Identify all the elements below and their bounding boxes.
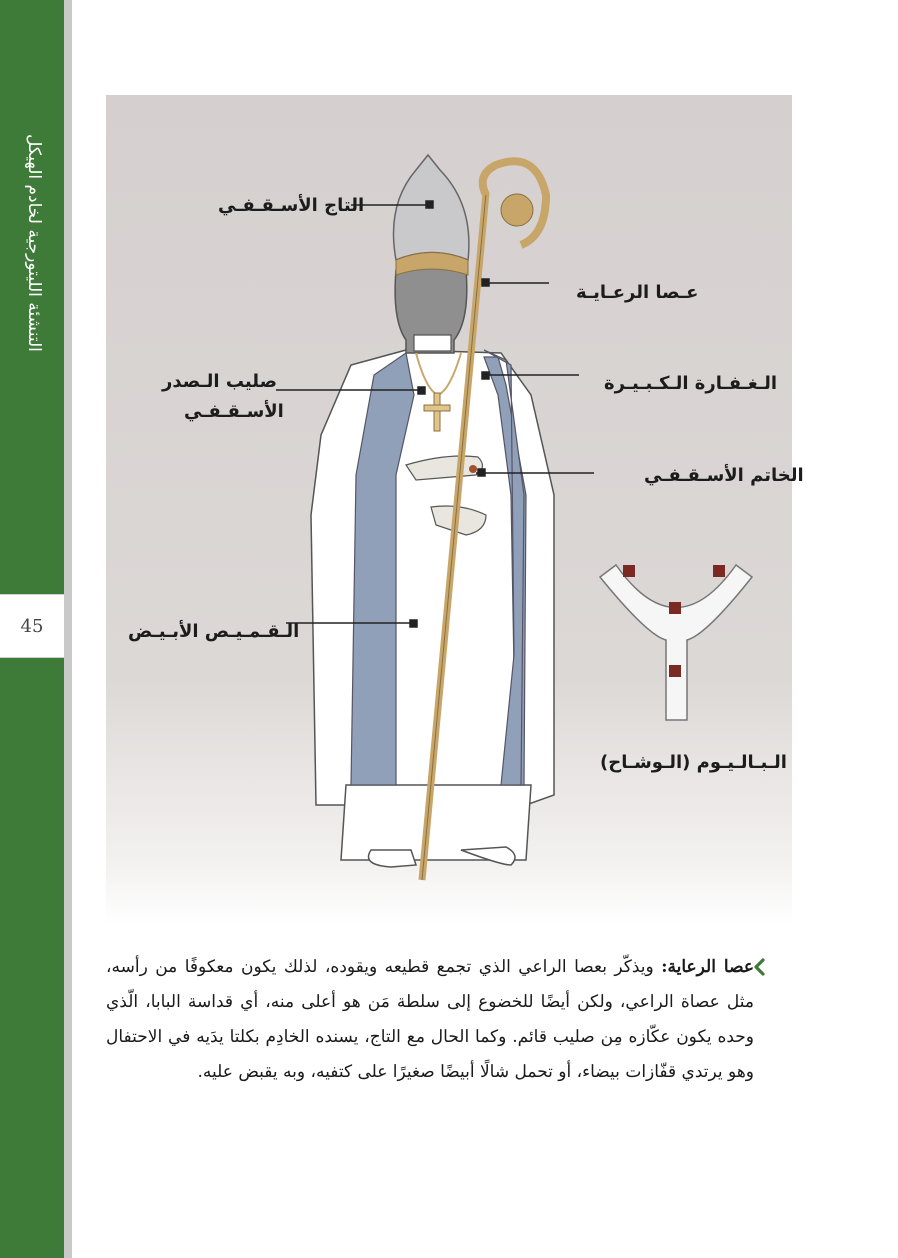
label-crozier: عـصا الرعـايـة [576, 282, 699, 303]
label-cope: الـغـفـارة الـكـبـيـرة [604, 373, 778, 394]
paragraph-body: ويذكّر بعصا الراعي الذي تجمع قطيعه ويقوده، لذلك يكون معكوفًا من رأسه، مثل عصاة الراعي، ولكن أيضًا للخضوع إلى سلطة مَن هو أعلى منه، أي قداسة البابا، الّذي وحده يكون عكّازه مِن صليب قائم. وكما الحال مع التاج، يسنده الخادِم بكلتا يدَيه في الاحتفال وهو يرتدي قفّازات بيضاء، أو تحمل شالًا أبيضًا صغيرًا على كتفيه، وبه يقبض عليه. [106, 957, 754, 1082]
label-pectoral-cross-line1: صليب الـصدر [162, 371, 277, 392]
label-ring: الخاتم الأسـقـفـي [644, 465, 804, 486]
label-pallium: الـبـالـيـوم (الـوشـاح) [600, 752, 787, 773]
label-alb: الـقـمـيـص الأبـيـض [128, 621, 300, 642]
sidebar-edge [64, 0, 72, 1258]
label-pectoral-cross-line2: الأسـقـفـي [184, 401, 284, 422]
chevron-left-icon [752, 958, 766, 976]
page-number: 45 [0, 594, 64, 658]
paragraph-crozier [106, 950, 754, 1090]
label-mitre: التاج الأسـقـفـي [218, 195, 365, 216]
paragraph-lead: عصا الرعاية: [661, 957, 754, 977]
bishop-illustration [106, 95, 792, 925]
running-title: التنشئة الليتورجية لخادم الهيكل [24, 134, 44, 352]
bishop-vestments-figure [106, 95, 804, 925]
